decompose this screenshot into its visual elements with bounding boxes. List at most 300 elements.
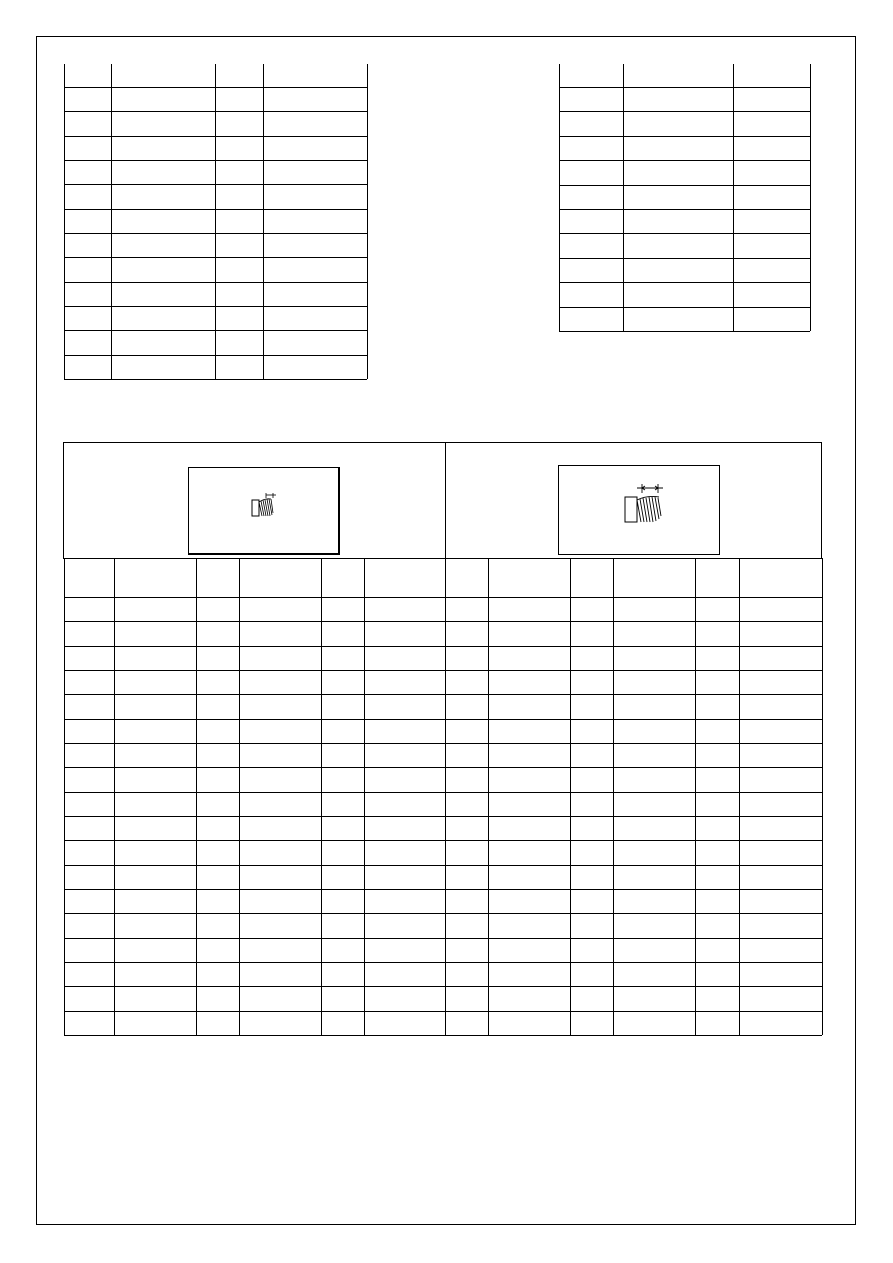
table-cell (239, 889, 321, 913)
table-cell (64, 865, 114, 889)
table-cell (64, 233, 111, 257)
table-cell (215, 233, 263, 257)
table-cell (695, 816, 739, 840)
table-cell (445, 913, 488, 938)
figure-left-thumbnail (188, 467, 340, 555)
table-cell (263, 64, 367, 87)
table-cell (196, 621, 239, 646)
table-cell (364, 558, 445, 597)
table-cell (613, 913, 695, 938)
table-cell (623, 185, 733, 209)
table-cell (364, 792, 445, 816)
thread-spring-diagram-icon (559, 466, 719, 554)
table-cell (215, 64, 263, 87)
table-cell (321, 865, 364, 889)
table-cell (488, 719, 570, 743)
table-cell (733, 160, 810, 185)
table-cell (488, 767, 570, 792)
table-cell (239, 816, 321, 840)
table-cell (196, 558, 239, 597)
table-cell (739, 816, 822, 840)
table-cell (321, 816, 364, 840)
table-cell (559, 233, 623, 258)
table-cell (695, 743, 739, 767)
table-cell (64, 913, 114, 938)
table-cell (488, 558, 570, 597)
table-cell (733, 64, 810, 87)
table-cell (64, 597, 114, 621)
table-cell (111, 355, 215, 379)
table-cell (196, 719, 239, 743)
table-cell (263, 136, 367, 160)
table-cell (695, 840, 739, 865)
table-cell (111, 111, 215, 136)
table-cell (64, 558, 114, 597)
table-cell (364, 938, 445, 962)
table-cell (64, 209, 111, 233)
table-cell (263, 257, 367, 282)
table-cell (570, 840, 613, 865)
table-cell (239, 743, 321, 767)
table-cell (239, 621, 321, 646)
table-cell (613, 743, 695, 767)
table-cell (488, 986, 570, 1011)
table-cell (570, 719, 613, 743)
table-cell (64, 306, 111, 330)
table-cell (695, 597, 739, 621)
table-cell (364, 865, 445, 889)
table-cell (488, 816, 570, 840)
table-cell (570, 558, 613, 597)
table-cell (64, 767, 114, 792)
table-cell (445, 816, 488, 840)
table-cell (739, 913, 822, 938)
table-cell (321, 694, 364, 719)
table-cell (733, 307, 810, 331)
table-cell (445, 670, 488, 694)
table-cell (445, 767, 488, 792)
table-cell (196, 743, 239, 767)
table-cell (64, 962, 114, 986)
table-cell (445, 558, 488, 597)
table-cell (196, 816, 239, 840)
table-cell (114, 597, 196, 621)
table-cell (623, 307, 733, 331)
table-cell (739, 743, 822, 767)
table-cell (488, 743, 570, 767)
table-cell (739, 558, 822, 597)
bottom-table (64, 558, 823, 1062)
table-cell (488, 913, 570, 938)
table-cell (623, 136, 733, 160)
table-cell (613, 719, 695, 743)
table-cell (111, 136, 215, 160)
table-cell (196, 646, 239, 670)
table-cell (695, 767, 739, 792)
table-cell (488, 621, 570, 646)
table-cell (570, 816, 613, 840)
table-cell (111, 160, 215, 184)
table-cell (239, 865, 321, 889)
table-cell (613, 621, 695, 646)
table-cell (695, 986, 739, 1011)
table-cell (739, 621, 822, 646)
table-row-line (559, 331, 810, 332)
table-cell (64, 889, 114, 913)
table-cell (623, 233, 733, 258)
table-cell (114, 962, 196, 986)
table-cell (445, 986, 488, 1011)
top-left-table (64, 64, 368, 381)
table-cell (613, 865, 695, 889)
table-cell (445, 743, 488, 767)
table-cell (64, 646, 114, 670)
table-cell (263, 111, 367, 136)
table-cell (239, 792, 321, 816)
table-cell (739, 670, 822, 694)
table-cell (570, 962, 613, 986)
table-cell (196, 913, 239, 938)
table-cell (263, 306, 367, 330)
table-cell (364, 913, 445, 938)
table-cell (114, 767, 196, 792)
table-cell (488, 865, 570, 889)
table-cell (559, 111, 623, 136)
table-cell (364, 816, 445, 840)
table-cell (64, 160, 111, 184)
table-cell (739, 986, 822, 1011)
table-cell (111, 282, 215, 306)
table-cell (695, 792, 739, 816)
table-cell (239, 938, 321, 962)
table-cell (559, 282, 623, 307)
table-cell (445, 840, 488, 865)
table-cell (364, 962, 445, 986)
table-cell (64, 136, 111, 160)
figure-panel-left (63, 442, 446, 559)
table-cell (239, 670, 321, 694)
table-cell (695, 865, 739, 889)
table-cell (114, 986, 196, 1011)
table-cell (114, 719, 196, 743)
table-cell (64, 355, 111, 379)
table-cell (739, 597, 822, 621)
table-cell (570, 694, 613, 719)
table-cell (739, 792, 822, 816)
table-cell (695, 889, 739, 913)
table-cell (613, 558, 695, 597)
table-cell (114, 558, 196, 597)
table-cell (215, 87, 263, 111)
table-cell (321, 743, 364, 767)
top-right-table (559, 64, 811, 356)
table-cell (733, 233, 810, 258)
table-cell (215, 257, 263, 282)
table-cell (239, 694, 321, 719)
table-cell (64, 330, 111, 355)
table-cell (488, 792, 570, 816)
table-cell (321, 938, 364, 962)
table-cell (364, 597, 445, 621)
table-cell (570, 792, 613, 816)
table-cell (196, 767, 239, 792)
table-cell (114, 865, 196, 889)
table-cell (64, 938, 114, 962)
table-cell (445, 1011, 488, 1035)
table-cell (64, 87, 111, 111)
table-cell (364, 694, 445, 719)
table-cell (733, 111, 810, 136)
table-cell (739, 889, 822, 913)
table-cell (196, 986, 239, 1011)
table-cell (64, 792, 114, 816)
table-cell (613, 962, 695, 986)
table-cell (64, 64, 111, 87)
table-cell (623, 87, 733, 111)
table-cell (215, 306, 263, 330)
table-cell (263, 160, 367, 184)
table-cell (445, 938, 488, 962)
table-cell (559, 64, 623, 87)
table-cell (613, 767, 695, 792)
table-cell (733, 87, 810, 111)
table-cell (488, 694, 570, 719)
table-cell (196, 889, 239, 913)
table-cell (739, 719, 822, 743)
table-cell (739, 865, 822, 889)
table-cell (111, 306, 215, 330)
table-cell (215, 184, 263, 209)
table-cell (263, 355, 367, 379)
table-cell (623, 209, 733, 233)
table-cell (196, 865, 239, 889)
table-cell (364, 621, 445, 646)
table-cell (364, 840, 445, 865)
table-cell (570, 1011, 613, 1035)
table-cell (321, 840, 364, 865)
table-cell (364, 889, 445, 913)
table-cell (695, 694, 739, 719)
table-cell (733, 258, 810, 282)
table-cell (488, 889, 570, 913)
table-cell (64, 111, 111, 136)
table-cell (559, 307, 623, 331)
table-cell (570, 743, 613, 767)
table-cell (111, 184, 215, 209)
table-cell (114, 646, 196, 670)
table-cell (613, 597, 695, 621)
table-cell (64, 816, 114, 840)
table-cell (239, 558, 321, 597)
table-cell (559, 87, 623, 111)
table-cell (695, 621, 739, 646)
table-cell (733, 136, 810, 160)
table-cell (215, 282, 263, 306)
table-cell (64, 621, 114, 646)
table-cell (364, 1011, 445, 1035)
table-cell (321, 913, 364, 938)
table-cell (570, 646, 613, 670)
table-cell (111, 209, 215, 233)
table-cell (613, 986, 695, 1011)
table-cell (613, 889, 695, 913)
table-cell (239, 719, 321, 743)
table-cell (215, 330, 263, 355)
table-cell (739, 1011, 822, 1035)
table-cell (321, 792, 364, 816)
table-cell (111, 87, 215, 111)
table-cell (739, 938, 822, 962)
table-cell (321, 767, 364, 792)
table-cell (114, 743, 196, 767)
table-cell (570, 767, 613, 792)
table-cell (64, 670, 114, 694)
table-cell (239, 986, 321, 1011)
table-cell (623, 111, 733, 136)
table-cell (623, 160, 733, 185)
table-cell (695, 1011, 739, 1035)
table-cell (613, 840, 695, 865)
table-cell (114, 670, 196, 694)
table-cell (613, 938, 695, 962)
table-cell (64, 719, 114, 743)
table-cell (695, 558, 739, 597)
table-cell (613, 646, 695, 670)
table-cell (488, 646, 570, 670)
table-cell (64, 184, 111, 209)
table-cell (559, 258, 623, 282)
table-cell (488, 670, 570, 694)
table-cell (570, 938, 613, 962)
table-cell (263, 330, 367, 355)
table-cell (695, 962, 739, 986)
table-cell (613, 816, 695, 840)
table-cell (488, 840, 570, 865)
table-cell (613, 1011, 695, 1035)
table-cell (488, 938, 570, 962)
table-cell (364, 670, 445, 694)
table-cell (623, 64, 733, 87)
table-cell (570, 670, 613, 694)
table-cell (215, 160, 263, 184)
table-cell (321, 646, 364, 670)
table-cell (445, 719, 488, 743)
table-cell (263, 184, 367, 209)
table-cell (114, 840, 196, 865)
table-cell (111, 257, 215, 282)
table-cell (559, 160, 623, 185)
table-cell (739, 840, 822, 865)
table-cell (196, 1011, 239, 1035)
table-cell (321, 558, 364, 597)
table-cell (445, 889, 488, 913)
table-cell (114, 816, 196, 840)
table-cell (64, 1011, 114, 1035)
table-cell (239, 1011, 321, 1035)
table-cell (64, 986, 114, 1011)
table-cell (64, 694, 114, 719)
table-cell (613, 670, 695, 694)
table-cell (215, 209, 263, 233)
table-cell (321, 986, 364, 1011)
table-cell (196, 597, 239, 621)
table-cell (321, 621, 364, 646)
table-column-line (367, 64, 368, 379)
thread-spring-diagram-icon (189, 468, 339, 554)
table-cell (64, 743, 114, 767)
table-cell (695, 670, 739, 694)
table-cell (215, 355, 263, 379)
table-cell (263, 87, 367, 111)
table-cell (623, 258, 733, 282)
table-cell (733, 185, 810, 209)
table-cell (64, 282, 111, 306)
figure-panel-right (445, 442, 822, 559)
table-cell (613, 694, 695, 719)
table-cell (196, 670, 239, 694)
table-cell (196, 840, 239, 865)
table-cell (239, 840, 321, 865)
table-cell (239, 913, 321, 938)
table-cell (445, 962, 488, 986)
table-cell (215, 111, 263, 136)
table-cell (114, 1011, 196, 1035)
table-cell (733, 282, 810, 307)
table-cell (445, 597, 488, 621)
table-row-line (64, 379, 367, 380)
table-cell (445, 621, 488, 646)
table-cell (488, 597, 570, 621)
table-cell (196, 938, 239, 962)
table-cell (570, 986, 613, 1011)
table-cell (364, 646, 445, 670)
table-cell (321, 597, 364, 621)
table-cell (196, 792, 239, 816)
table-cell (570, 621, 613, 646)
table-cell (321, 962, 364, 986)
table-cell (695, 646, 739, 670)
table-row-line (64, 1035, 822, 1036)
table-cell (263, 233, 367, 257)
table-cell (114, 913, 196, 938)
table-cell (570, 913, 613, 938)
table-cell (321, 670, 364, 694)
table-cell (445, 792, 488, 816)
table-cell (364, 986, 445, 1011)
table-cell (196, 962, 239, 986)
table-cell (111, 64, 215, 87)
table-cell (263, 282, 367, 306)
table-cell (739, 962, 822, 986)
table-cell (445, 865, 488, 889)
table-cell (570, 889, 613, 913)
table-cell (445, 694, 488, 719)
table-cell (114, 938, 196, 962)
table-cell (111, 233, 215, 257)
table-cell (570, 597, 613, 621)
table-cell (64, 840, 114, 865)
table-cell (215, 136, 263, 160)
table-column-line (822, 558, 823, 1035)
table-cell (488, 1011, 570, 1035)
table-cell (321, 719, 364, 743)
table-cell (739, 767, 822, 792)
table-cell (695, 938, 739, 962)
table-cell (263, 209, 367, 233)
table-cell (695, 913, 739, 938)
table-cell (488, 962, 570, 986)
table-cell (321, 1011, 364, 1035)
